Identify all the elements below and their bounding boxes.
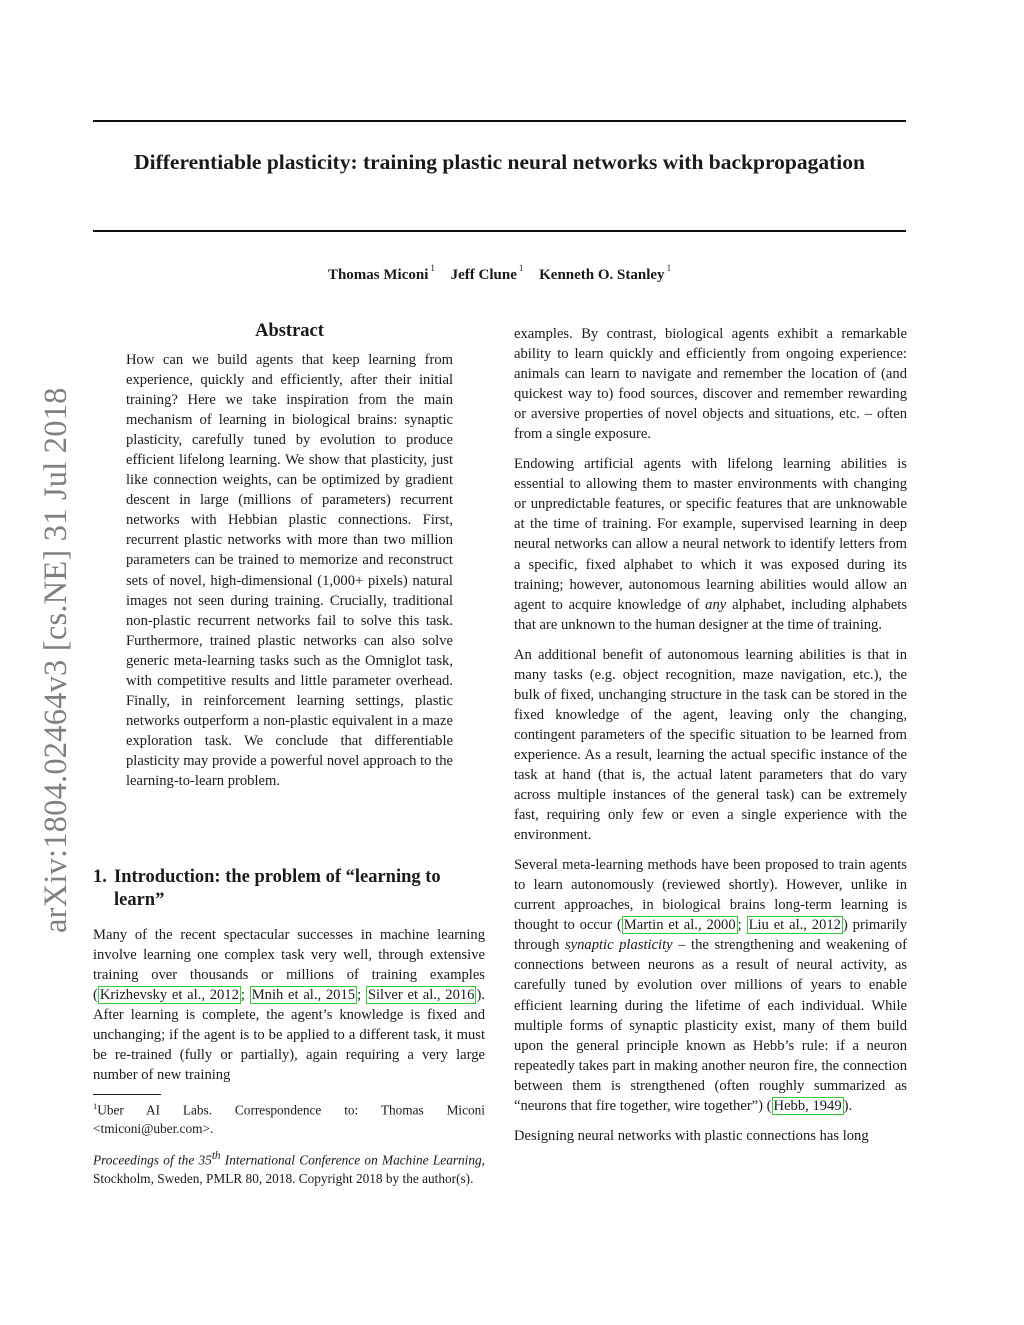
abstract-text: How can we build agents that keep learning from experience, quickly and efficiently, after their initial training? Here we take inspiration from the main mechanism of learning in biological brains: synaptic plasticity, carefully tuned by evolution to produce efficient lifelong learning. We show that plasticity, just like connection weights, can be optimized by gradient descent in large (millions of parameters) recurrent networks with Hebbian plastic connections. First, recurrent plastic networks with more than two million parameters can be trained to memorize and reconstruct sets of novel, high-dimensional (1,000+ pixels) natural images not seen during training. Crucially, traditional non-plastic recurrent networks fail to solve this task. Furthermore, trained plastic networks can also solve generic meta-learning tasks such as the Omniglot task, with competitive results and little parameter overhead. Finally, in reinforcement learning settings, plastic networks outperform a non-plastic equivalent in a maze exploration task. We conclude that differentiable plasticity may provide a powerful novel approach to the learning-to-learn problem. xyxy=(126,352,453,789)
right-column xyxy=(514,324,907,1156)
author: Jeff Clune $^1$ xyxy=(450,263,524,283)
paper-title: Differentiable plasticity: training plastic neural networks with backpropagation xyxy=(134,150,865,174)
intro-paragraph: Many of the recent spectacular successes in machine learning involve learning one complex task very well, through extensive training over thousands or millions of training examples ( Krizhevsky et al., 2012 ; Mnih et al., 2015 ; Silver et al., 2016 ). After learning is complete, the agent’s knowledge is fixed and unchanging; if the agent is to be applied to a different task, it must be re-trained (fully or partially), again requiring a very large number of new training xyxy=(93,927,485,1084)
citation-link[interactable]: Liu et al., 2012 xyxy=(748,917,841,934)
arxiv-sidebar-stamp: arXiv:1804.02464v3 [cs.NE] 31 Jul 2018 xyxy=(38,387,74,933)
affiliation-footnote: $^1$Uber AI Labs. Correspondence to: Thomas Miconi <tmiconi@uber.com>. xyxy=(93,1101,485,1136)
title-rule-bottom xyxy=(93,230,906,232)
citation-link[interactable]: Krizhevsky et al., 2012 xyxy=(99,987,239,1004)
author: Kenneth O. Stanley $^1$ xyxy=(539,263,672,283)
footnote-rule xyxy=(93,1094,161,1095)
citation-link[interactable]: Martin et al., 2000 xyxy=(623,917,736,934)
paragraph: Designing neural networks with plastic connections has long xyxy=(514,1127,869,1144)
abstract-heading: Abstract xyxy=(255,321,324,341)
section-heading-introduction: 1. Introduction: the problem of “learning to learn” xyxy=(93,867,441,910)
title-rule-top xyxy=(93,120,906,122)
author-list xyxy=(93,265,906,284)
paragraph: Endowing artificial agents with lifelong learning abilities is essential to allowing them to master environments with changing or unpredictable features, or specific features that are unknowable at the time of training. For example, supervised learning in deep neural networks can allow a neural network to identify letters from a specific, fixed alphabet to which it was exposed during its training; however, autonomous learning abilities would allow an agent to acquire knowledge of any alphabet, including alphabets that are unknown to the human designer at the time of training. xyxy=(514,456,908,633)
proceedings-note: Proceedings of the 35th International Conference on Machine Learning, Stockholm, Sweden, PMLR 80, 2018. Copyright 2018 by the author(s). xyxy=(93,1150,485,1186)
citation-link[interactable]: Mnih et al., 2015 xyxy=(251,987,356,1004)
citation-link[interactable]: Silver et al., 2016 xyxy=(367,987,475,1004)
paragraph: examples. By contrast, biological agents exhibit a remarkable ability to learn quickly and efficiently from ongoing experience: animals can learn to navigate and remember the location of (and quickest way to) food sources, discover and remember rewarding or aversive properties of novel objects and situations, etc. – often from a single exposure. xyxy=(514,326,907,443)
paragraph: An additional benefit of autonomous learning abilities is that in many tasks (e.g. object recognition, maze navigation, etc.), the bulk of fixed, unchanging structure in the task can be stored in the fixed knowledge of the agent, leaving only the changing, contingent parameters of the specific situation to be learned from experience. As a result, learning the actual specific instance of the task at hand (that is, the actual latent parameters that do vary across multiple instances of the general task) can be extremely fast, requiring only few or even a single experience with the environment. xyxy=(514,646,907,844)
paragraph: Several meta-learning methods have been proposed to train agents to learn autonomously (reviewed shortly). However, unlike in current approaches, in biological brains long-term learning is thought to occur ( Martin et al., 2000 ; Liu et al., 2012 ) primarily through synaptic plasticity – the strengthening and weakening of connections between neurons as a result of neural activity, as carefully tuned by evolution over millions of years to enable efficient learning during the lifetime of each individual. While multiple forms of synaptic plasticity exist, many of them build upon the general principle known as Hebb’s rule: if a neuron repeatedly takes part in making another neuron fire, the connection between them is strengthened (often roughly summarized as “neurons that fire together, wire together”) ( Hebb, 1949 ). xyxy=(514,857,907,1114)
author: Thomas Miconi $^1$ xyxy=(327,263,435,283)
citation-link[interactable]: Hebb, 1949 xyxy=(773,1097,842,1114)
